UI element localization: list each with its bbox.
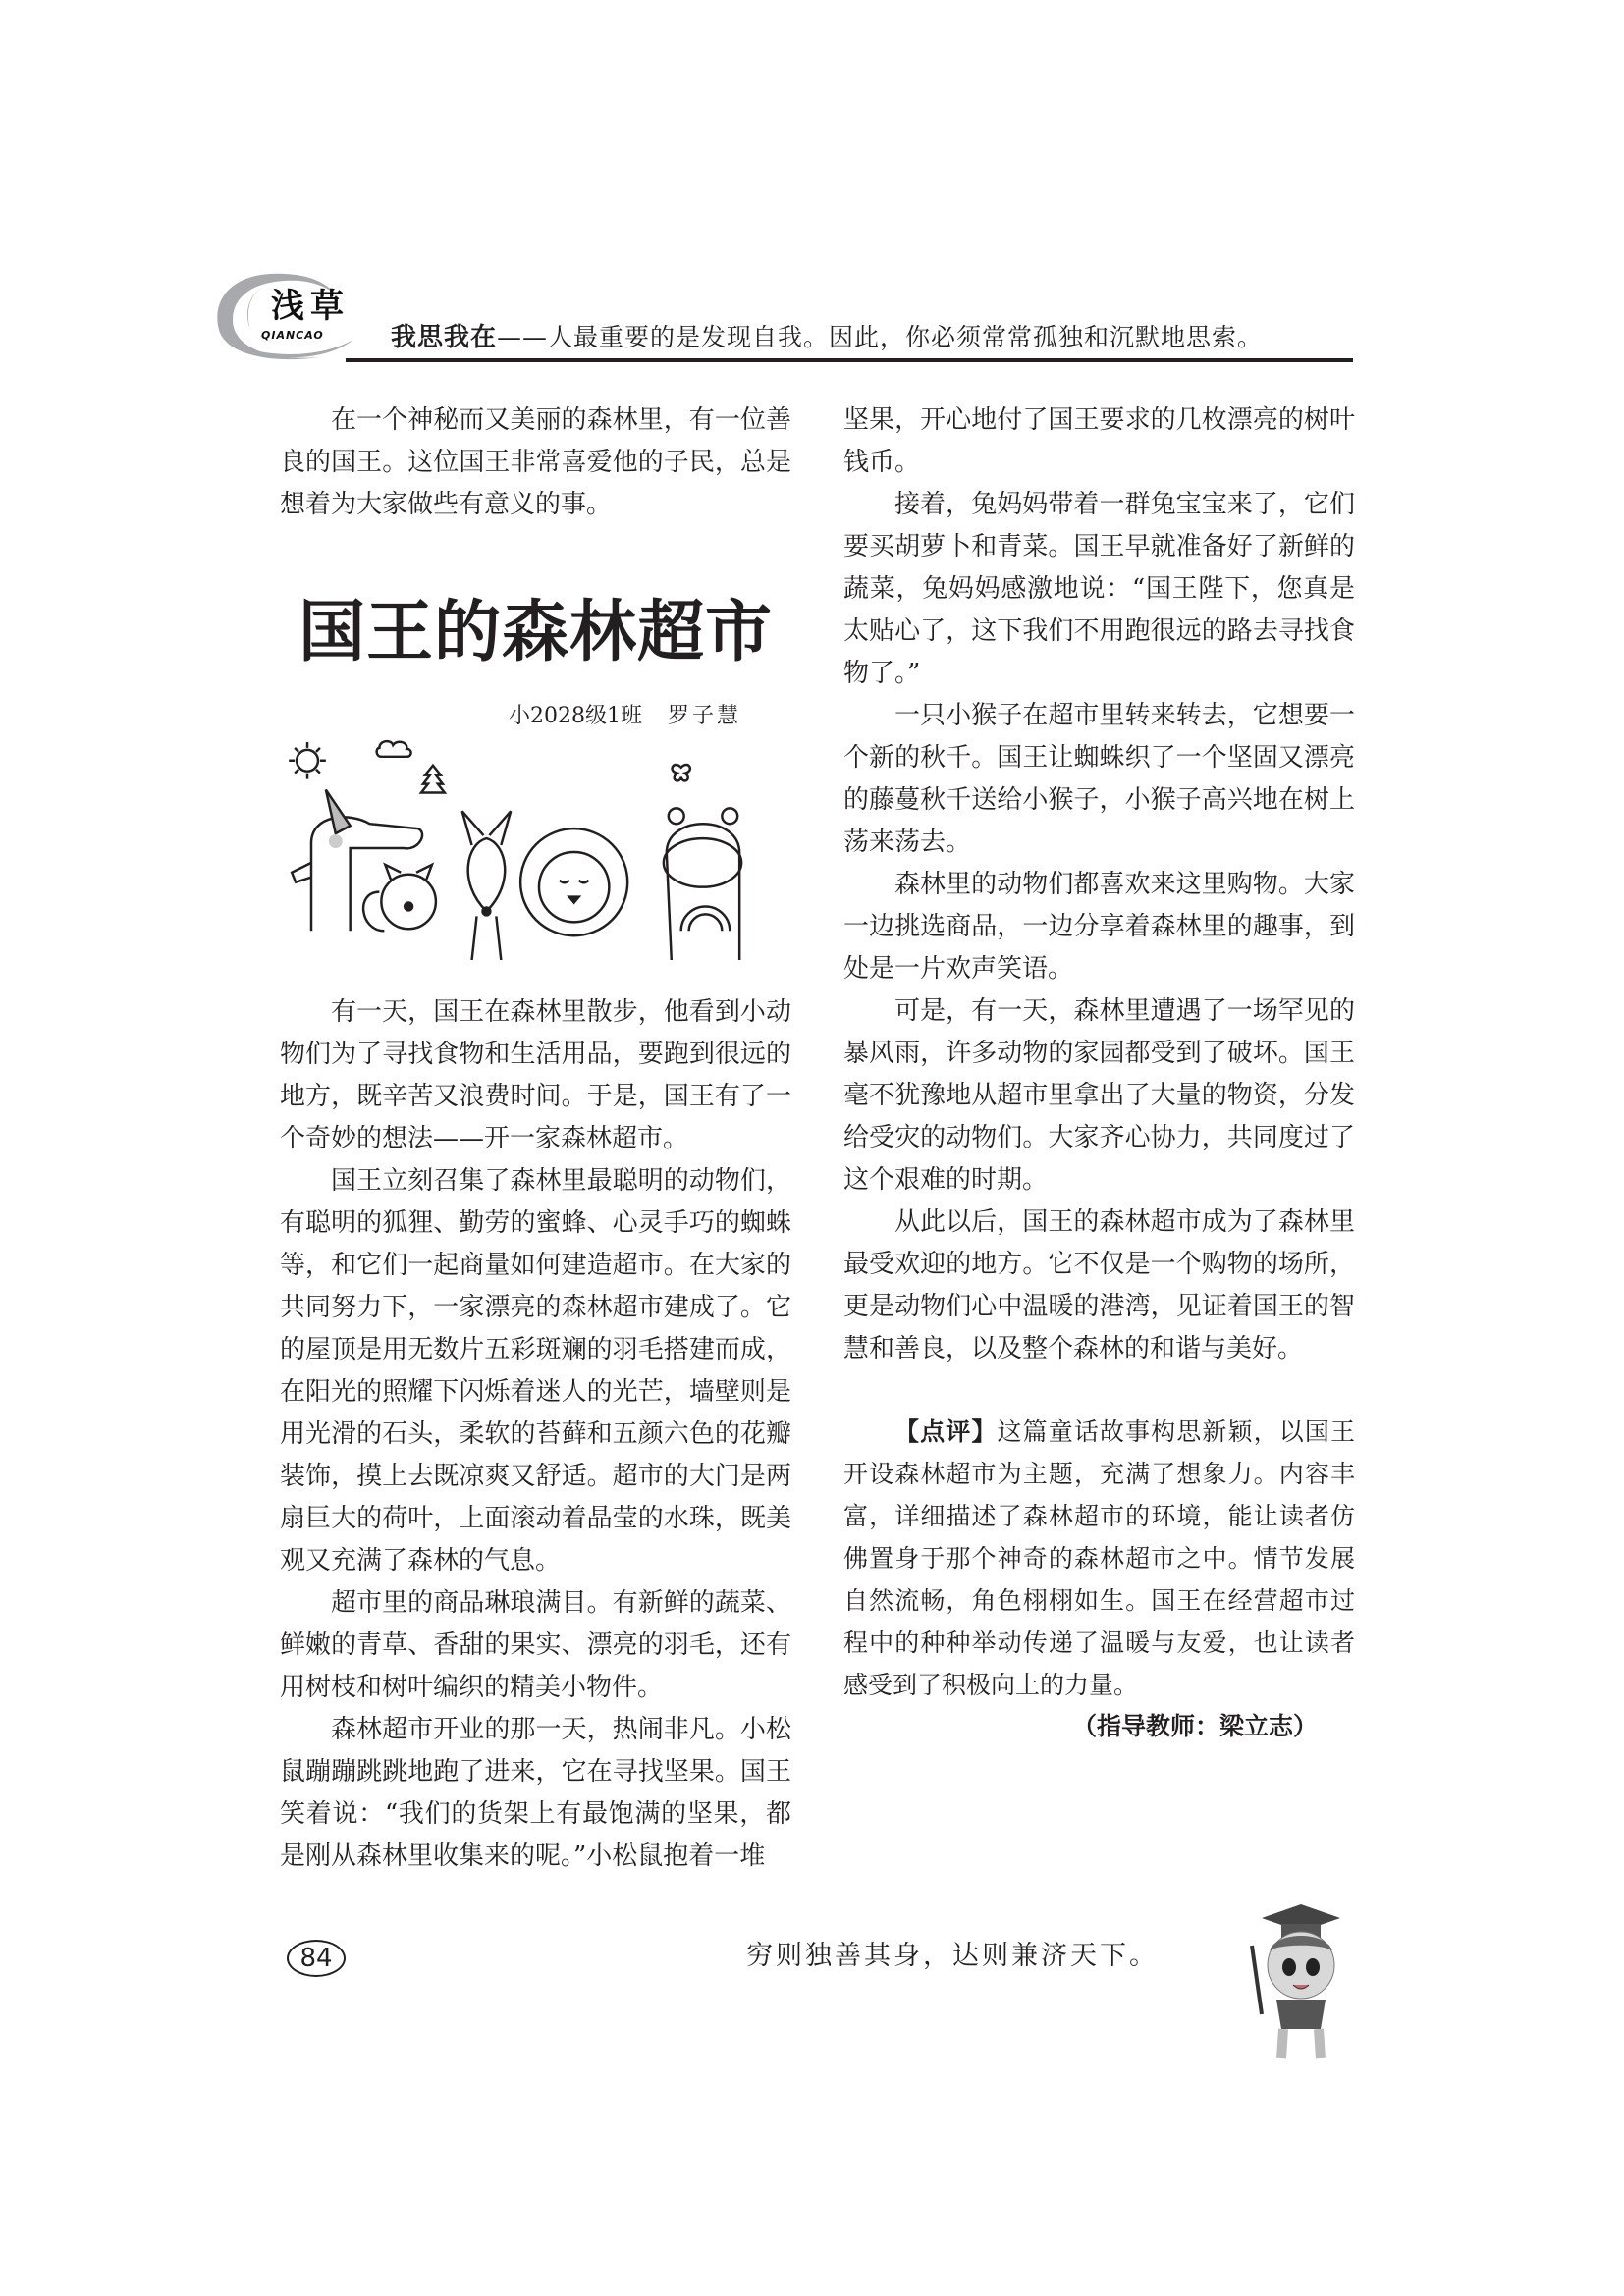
text-line: 毫不犹豫地从超市里拿出了大量的物资，分发 xyxy=(843,1081,1355,1110)
text-line: 物了。” xyxy=(843,659,921,688)
logo-english-text: QIANCAO xyxy=(261,329,324,342)
text-line: 国王立刻召集了森林里最聪明的动物们， xyxy=(331,1166,791,1196)
text-line: 有一天，国王在森林里散步，他看到小动 xyxy=(331,997,791,1027)
text-line: 从此以后，国王的森林超市成为了森林里 xyxy=(894,1207,1355,1237)
text-line: 森林里的动物们都喜欢来这里购物。大家 xyxy=(894,870,1355,899)
text-line: 鼠蹦蹦跳跳地跑了进来，它在寻找坚果。国王 xyxy=(280,1757,791,1787)
intro-paragraphs xyxy=(280,400,791,526)
text-line: 一只小猴子在超市里转来转去，它想要一 xyxy=(894,701,1355,730)
text-line: 观又充满了森林的气息。 xyxy=(280,1546,562,1575)
text-line: 这个艰难的时期。 xyxy=(843,1165,1049,1195)
text-line: 是刚从森林里收集来的呢。”小松鼠抱着一堆 xyxy=(280,1842,766,1871)
text-line: 等，和它们一起商量如何建造超市。在大家的 xyxy=(280,1251,791,1280)
text-line: 用光滑的石头，柔软的苔藓和五颜六色的花瓣 xyxy=(280,1419,791,1449)
byline xyxy=(509,702,741,731)
text-line: 自然流畅，角色栩栩如生。国王在经营超市过 xyxy=(843,1586,1355,1615)
text-line: 最受欢迎的地方。它不仅是一个购物的场所， xyxy=(843,1250,1355,1279)
text-line: 更是动物们心中温暖的港湾，见证着国王的智 xyxy=(843,1292,1355,1321)
author-class: 小2028级1班 xyxy=(509,704,642,728)
text-line: 慧和善良，以及整个森林的和谐与美好。 xyxy=(843,1334,1304,1363)
text-line: 佛置身于那个神奇的森林超市之中。情节发展 xyxy=(843,1544,1355,1573)
text-line: 地方，既辛苦又浪费时间。于是，国王有了一 xyxy=(280,1082,791,1111)
instructor-credit: （指导教师：梁立志） xyxy=(1072,1712,1319,1740)
text-line: 的藤蔓秋千送给小猴子，小猴子高兴地在树上 xyxy=(843,785,1355,815)
text-line: 【点评】这篇童话故事构思新颖，以国王 xyxy=(894,1417,1355,1446)
text-line: 暴风雨，许多动物的家园都受到了破坏。国王 xyxy=(843,1039,1355,1068)
sun-icon xyxy=(289,742,326,779)
text-line: 个奇妙的想法——开一家森林超市。 xyxy=(280,1124,689,1153)
logo-chinese-text: 浅草 xyxy=(271,287,350,326)
text-line: 接着，兔妈妈带着一群兔宝宝来了，它们 xyxy=(894,490,1355,519)
text-line: 在一个神秘而又美丽的森林里，有一位善 xyxy=(331,405,791,435)
review-comment xyxy=(843,1411,1355,1706)
fox xyxy=(462,811,512,960)
text-line: 森林超市开业的那一天，热闹非凡。小松 xyxy=(331,1715,791,1744)
text-line: 富，详细描述了森林超市的环境，能让读者仿 xyxy=(843,1502,1355,1530)
text-line: 共同努力下，一家漂亮的森林超市建成了。它 xyxy=(280,1293,791,1322)
text-line: 可是，有一天，森林里遭遇了一场罕见的 xyxy=(894,996,1355,1026)
cloud-icon xyxy=(377,741,411,757)
article-title: 国王的森林超市 xyxy=(298,594,773,671)
footer-motto: 穷则独善其身，达则兼济天下。 xyxy=(746,1941,1159,1971)
text-line: 坚果，开心地付了国王要求的几枚漂亮的树叶 xyxy=(843,405,1355,435)
text-line: 鲜嫩的青草、香甜的果实、漂亮的羽毛，还有 xyxy=(280,1630,791,1660)
text-line: 物们为了寻找食物和生活用品，要跑到很远的 xyxy=(280,1040,791,1069)
crocodile xyxy=(292,790,422,932)
text-line: 的屋顶是用无数片五彩斑斓的羽毛搭建而成， xyxy=(280,1335,791,1364)
text-line: 良的国王。这位国王非常喜爱他的子民，总是 xyxy=(280,448,791,477)
comment-label: 【点评】 xyxy=(894,1417,998,1446)
butterfly-icon xyxy=(673,765,690,780)
lion xyxy=(520,828,627,935)
header-slogan xyxy=(391,322,1263,353)
header-quote: ——人最重要的是发现自我。因此，你必须常常孤独和沉默地思索。 xyxy=(497,323,1264,351)
text-line: 用树枝和树叶编织的精美小物件。 xyxy=(280,1673,664,1702)
text-line: 程中的种种举动传递了温暖与友爱，也让读者 xyxy=(843,1629,1355,1657)
text-line: 要买胡萝卜和青菜。国王早就准备好了新鲜的 xyxy=(843,532,1355,561)
animals-illustration xyxy=(280,736,791,960)
text-line: 太贴心了，这下我们不用跑很远的路去寻找食 xyxy=(843,616,1355,646)
text-line: 一边挑选商品，一边分享着森林里的趣事，到 xyxy=(843,912,1355,941)
text-line: 处是一片欢声笑语。 xyxy=(843,954,1074,984)
text-line: 有聪明的狐狸、勤劳的蜜蜂、心灵手巧的蜘蛛 xyxy=(280,1208,791,1238)
text-line: 给受灾的动物们。大家齐心协力，共同度过了 xyxy=(843,1123,1355,1152)
hippo xyxy=(664,808,741,960)
text-line: 想着为大家做些有意义的事。 xyxy=(280,490,613,519)
squirrel xyxy=(363,865,436,931)
text-line: 在阳光的照耀下闪烁着迷人的光芒，墙壁则是 xyxy=(280,1377,791,1407)
text-line: 个新的秋千。国王让蜘蛛织了一个坚固又漂亮 xyxy=(843,743,1355,773)
text-line: 钱币。 xyxy=(843,448,921,477)
text-line: 笑着说：“我们的货架上有最饱满的坚果，都 xyxy=(280,1799,791,1829)
page-number: 84 xyxy=(287,1940,346,1977)
text-line: 蔬菜，兔妈妈感激地说：“国王陛下，您真是 xyxy=(843,574,1355,604)
author-name: 罗子慧 xyxy=(668,704,742,728)
right-column-body xyxy=(843,400,1355,1370)
text-line: 超市里的商品琳琅满目。有新鲜的蔬菜、 xyxy=(331,1588,791,1618)
mascot-graduate-icon xyxy=(1222,1896,1355,2063)
column-name: 我思我在 xyxy=(391,323,498,352)
text-line: 感受到了积极向上的力量。 xyxy=(843,1671,1139,1699)
header-divider xyxy=(346,358,1353,362)
text-line: 扇巨大的荷叶，上面滚动着晶莹的水珠，既美 xyxy=(280,1504,791,1533)
text-line: 荡来荡去。 xyxy=(843,828,972,857)
left-column-body xyxy=(280,991,791,1878)
text-line: 装饰，摸上去既凉爽又舒适。超市的大门是两 xyxy=(280,1462,791,1491)
text-line: 开设森林超市为主题，充满了想象力。内容丰 xyxy=(843,1460,1355,1488)
tree-icon xyxy=(421,766,445,793)
